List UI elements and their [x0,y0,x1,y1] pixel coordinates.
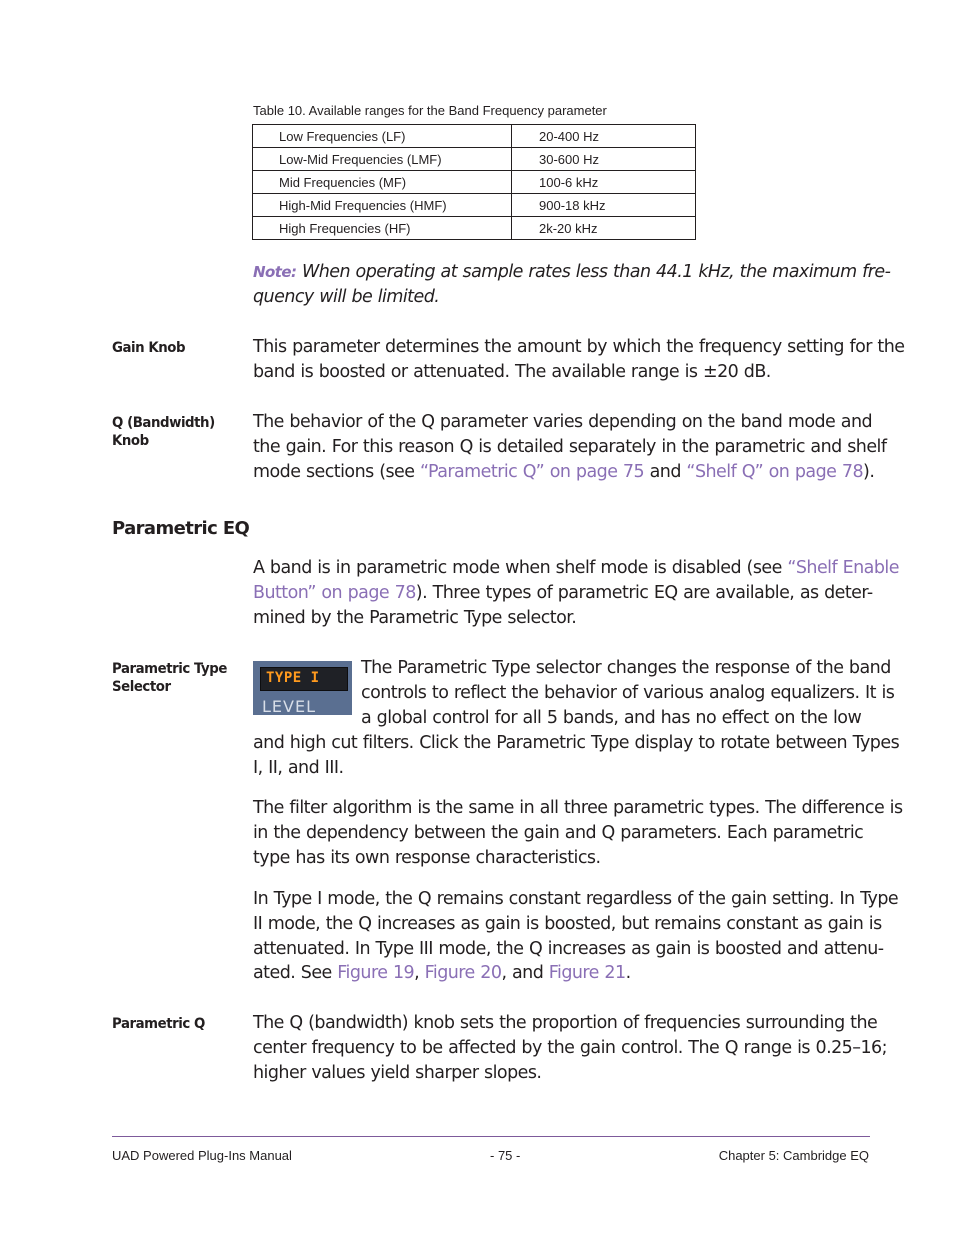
q-line-2: the gain. For this reason Q is detailed separately in the parametric and shelf [253,437,887,457]
table-row [253,125,696,148]
table-row [253,171,696,194]
param-eq-line-1 [253,556,899,581]
gain-line-1: This parameter determines the amount by which the frequency setting for the [253,337,905,357]
link-figure-19[interactable]: Figure 19 [337,963,415,983]
table-cell: 20-400 Hz [512,125,696,148]
lcd-text: TYPE I [266,670,320,686]
link-shelf-enable-button[interactable]: Button” on page 78 [253,583,416,603]
ptype-text: , and [501,963,549,983]
note-text: When operating at sample rates less than 44.1 kHz, the maximum fre- [296,262,891,282]
note-line-1 [253,260,890,285]
table-row [253,194,696,217]
ptype-p1-line: I, II, and III. [253,758,344,778]
footer-page-number: - 75 - [490,1148,521,1163]
ptype-p2-line: type has its own response characteristics. [253,848,601,868]
q-text: ). [863,462,875,482]
note-line-2: quency will be limited. [253,287,440,307]
link-figure-20[interactable]: Figure 20 [424,963,502,983]
gain-knob-heading: Gain Knob [112,340,186,356]
note-label: Note: [253,263,297,281]
ptype-p3-line: II mode, the Q increases as gain is boosted, but remains constant as gain is [253,914,882,934]
footer-chapter: Chapter 5: Cambridge EQ [718,1148,869,1163]
param-eq-text: A band is in parametric mode when shelf mode is disabled (see [253,558,788,578]
table-cell: 900-18 kHz [512,194,696,217]
table-cell: 30-600 Hz [512,148,696,171]
link-shelf-q[interactable]: “Shelf Q” on page 78 [686,462,864,482]
lcd-display [260,667,348,691]
pq-line: higher values yield sharper slopes. [253,1063,542,1083]
pq-line: The Q (bandwidth) knob sets the proportion of frequencies surrounding the [253,1013,878,1033]
parametric-eq-heading: Parametric EQ [112,518,250,539]
q-knob-heading: Q (Bandwidth) Knob [112,415,215,449]
ptype-text: . [625,963,631,983]
gain-line-2: band is boosted or attenuated. The available range is ±20 dB. [253,362,771,382]
table-cell: Low-Mid Frequencies (LMF) [253,148,512,171]
table-cell: High-Mid Frequencies (HMF) [253,194,512,217]
q-text: and [644,462,687,482]
pq-line: center frequency to be affected by the gain control. The Q range is 0.25–16; [253,1038,887,1058]
parametric-type-selector-image [253,661,352,715]
table-row [253,217,696,240]
parametric-q-heading: Parametric Q [112,1016,205,1032]
ptype-p1-line: a global control for all 5 bands, and has no effect on the low [361,708,862,728]
ptype-text: , [414,963,425,983]
ptype-p3-line: attenuated. In Type III mode, the Q increases as gain is boosted and attenu- [253,939,884,959]
link-parametric-q[interactable]: “Parametric Q” on page 75 [420,462,645,482]
ptype-p2-line: The filter algorithm is the same in all three parametric types. The difference is [253,798,903,818]
table-caption: Table 10. Available ranges for the Band Frequency parameter [253,103,607,118]
link-figure-21[interactable]: Figure 21 [548,963,626,983]
ptype-p1-line: and high cut filters. Click the Parametric Type display to rotate between Types [253,733,900,753]
table-cell: Mid Frequencies (MF) [253,171,512,194]
link-shelf-enable-button[interactable]: “Shelf Enable [787,558,899,578]
param-eq-line-3: mined by the Parametric Type selector. [253,608,577,628]
table-cell: High Frequencies (HF) [253,217,512,240]
ptype-text: ated. See [253,963,338,983]
table-cell: 2k-20 kHz [512,217,696,240]
footer-rule [112,1136,870,1137]
frequency-range-table [252,124,696,240]
ptype-p3-line: In Type I mode, the Q remains constant regardless of the gain setting. In Type [253,889,899,909]
ptype-p3-line [253,961,631,986]
level-label: LEVEL [262,697,316,715]
ptype-p1-line: The Parametric Type selector changes the response of the band [361,658,891,678]
ptype-p2-line: in the dependency between the gain and Q parameters. Each parametric [253,823,864,843]
ptype-p1-line: controls to reflect the behavior of various analog equalizers. It is [361,683,895,703]
q-line-3 [253,460,874,485]
param-eq-text: ). Three types of parametric EQ are available, as deter- [415,583,873,603]
q-text: mode sections (see [253,462,420,482]
param-eq-line-2 [253,581,873,606]
footer-manual-title: UAD Powered Plug-Ins Manual [112,1148,292,1163]
q-line-1: The behavior of the Q parameter varies depending on the band mode and [253,412,873,432]
parametric-type-heading: Parametric Type Selector [112,661,227,695]
table-cell: Low Frequencies (LF) [253,125,512,148]
table-cell: 100-6 kHz [512,171,696,194]
table-row [253,148,696,171]
